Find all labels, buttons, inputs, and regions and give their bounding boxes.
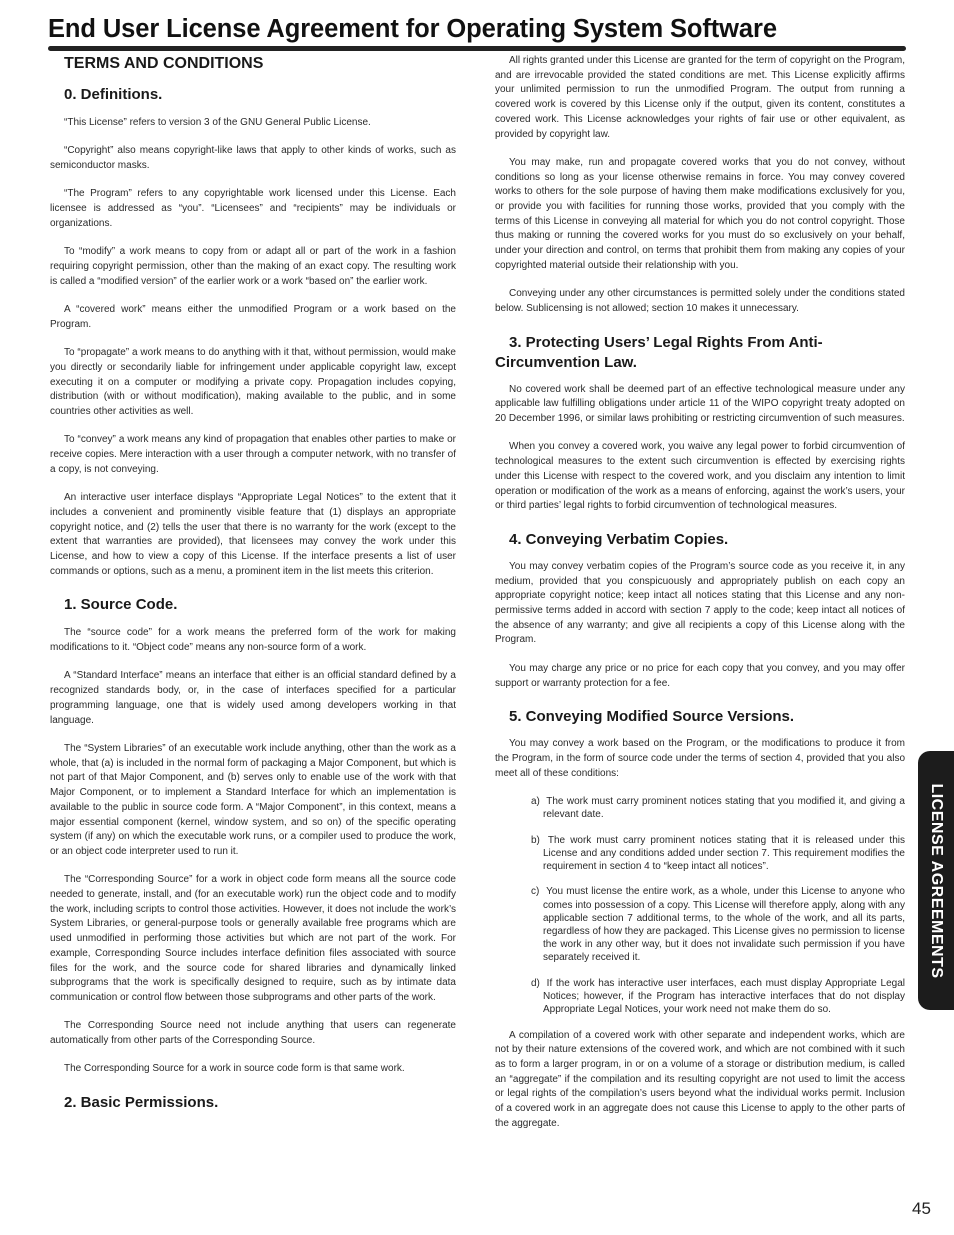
paragraph: An interactive user interface displays “Appropriate Legal Notices” to the extent that it includes a convenient and prominently visible feature that (1) displays an appropriate copyright notice, and (2) tells the user that there is no warranty for the work (except to the extent that warranties are provided), that licensees may convey the work under this License, and how to view a copy of this License. If the interface presents a list of user commands or options, such as a menu, a prominent item in the list meets this criterion. [50,492,456,577]
list-letter: d) [531,977,540,989]
paragraph: The “System Libraries” of an executable work include anything, other than the work as a whole, that (a) is included in the normal form of packaging a Major Component, but which is not part of that Major Component, and (b) serves only to enable use of the work with that Major Component, or to implement a Standard Interface for which an implementation is available to the public in source code form. A “Major Component”, in this context, means a major essential component (kernel, window system, and so on) of the specific operating system (if any) on which the executable work runs, or a compiler used to produce the work, or an object code interpreter used to run it. [50,742,456,857]
paragraph: “Copyright” also means copyright-like laws that apply to other kinds of works, such as semiconductor masks. [50,145,456,172]
side-tab-label: LICENSE AGREEMENTS [928,782,945,979]
side-tab [918,751,954,1010]
paragraph: Conveying under any other circumstances is permitted solely under the conditions stated below. Sublicensing is not allowed; section 10 makes it unnecessary. [495,288,905,314]
section-heading-definitions: 0. Definitions. [64,86,163,103]
list-item [495,977,905,1017]
paragraph: To “modify” a work means to copy from or adapt all or part of the work in a fashion requiring copyright permission, other than the making of an exact copy. The resulting work is called a “modified version” of the earlier work or a work “based on” the earlier work. [50,246,456,287]
paragraph: A compilation of a covered work with other separate and independent works, which are not by their nature extensions of the covered work, and which are not combined with it such as to form a larger program, in or on a volume of a storage or distribution medium, is called an “aggregate” if the compilation and its resulting copyright are not used to limit the access or legal rights of the compilation’s users beyond what the individual works permit. Inclusion of a covered work in an aggregate does not cause this License to apply to the other parts of the aggregate. [495,1029,905,1129]
left-column [50,54,456,1113]
paragraph: The Corresponding Source for a work in source code form is that same work. [64,1063,405,1075]
paragraph: No covered work shall be deemed part of an effective technological measure under any applicable law fulfilling obligations under article 11 of the WIPO copyright treaty adopted on 20 December 1996, or similar laws prohibiting or restricting circumvention of such measures. [495,383,905,425]
paragraph: A “Standard Interface” means an interface that either is an official standard defined by a recognized standards body, or, in the case of interfaces specified for a particular programming language, one that is widely used among developers working in that language. [50,670,456,726]
section-heading-verbatim-copies: 4. Conveying Verbatim Copies. [509,530,729,548]
paragraph: “The Program” refers to any copyrightable work licensed under this License. Each licensee is addressed as “you”. “Licensees” and “recipients” may be individuals or organizations. [50,188,456,229]
paragraph: “This License” refers to version 3 of the GNU General Public License. [64,117,371,128]
paragraph: To “convey” a work means any kind of propagation that enables other parties to make or receive copies. Mere interaction with a user through a computer network, with no transfer of a copy, is not conveying. [50,434,456,475]
terms-heading: TERMS AND CONDITIONS [64,55,264,72]
list-item-text: You must license the entire work, as a whole, under this License to anyone who comes into possession of a copy. This License will therefore apply, along with any applicable section 7 additional terms, to the whole of the work, and all its parts, regardless of how they are packaged. This License gives no permission to license the work in any other way, but it does not invalidate such permission if you have separately received it. [543,886,905,964]
page-title: End User License Agreement for Operating System Software [48,15,777,43]
list-letter: a) [531,796,540,808]
list-item-text: The work must carry prominent notices stating that you modified it, and giving a relevant date. [543,796,905,821]
list-letter: b) [531,834,540,846]
paragraph: The “Corresponding Source” for a work in object code form means all the source code needed to generate, install, and (for an executable work) run the object code and to modify the work, including scripts to control those activities. However, it does not include the work’s System Libraries, or general-purpose tools or generally available free programs which are used unmodified in performing those activities but which are not part of the work. For example, Corresponding Source includes interface definition files associated with source files for the work, and the source code for shared libraries and dynamically linked subprograms that the work is specifically designed to require, such as by intimate data communication or control flow between those subprograms and other parts of the work. [50,874,456,1003]
page-number: 45 [912,1199,931,1218]
paragraph: You may make, run and propagate covered works that you do not convey, without conditions so long as your license otherwise remains in force. You may convey covered works to others for the sole purpose of having them make modifications exclusively for you, or provide you with facilities for running those works, provided that you comply with the terms of this License in conveying all material for which you do not control copyright. Those thus making or running the covered works for you must do so exclusively on your behalf, under your direction and control, on terms that prohibit them from making any copies of your copyrighted material outside their relationship with you. [495,156,905,271]
paragraph: To “propagate” a work means to do anything with it that, without permission, would make you directly or secondarily liable for infringement under applicable copyright law, except executing it on a computer or modifying a private copy. Propagation includes copying, distribution (with or without modification), making available to the public, and in some countries other activities as well. [50,347,456,417]
section-heading-modified-source: 5. Conveying Modified Source Versions. [509,708,795,726]
list-item [495,795,905,821]
paragraph: The “source code” for a work means the preferred form of the work for making modifications to it. “Object code” means any non-source form of a work. [50,627,456,654]
list-item [495,885,905,964]
paragraph: The Corresponding Source need not include anything that users can regenerate automatically from other parts of the Corresponding Source. [50,1020,456,1047]
list-letter: c) [531,886,540,898]
paragraph: You may convey a work based on the Program, or the modifications to produce it from the Program, in the form of source code under the terms of section 4, provided that you also meet all of these conditions: [495,738,905,779]
paragraph: You may charge any price or no price for each copy that you convey, and you may offer support or warranty protection for a fee. [495,662,905,689]
section-heading-anti-circumvention: 3. Protecting Users’ Legal Rights From Anti-Circumvention Law. [495,333,823,371]
paragraph: When you convey a covered work, you waive any legal power to forbid circumvention of technological measures to the extent such circumvention is effected by exercising rights under this License with respect to the covered work, and you disclaim any intention to limit operation or modification of the work as a means of enforcing, against the work’s users, your or third parties’ legal rights to forbid circumvention of technological measures. [495,441,905,512]
paragraph: All rights granted under this License are granted for the term of copyright on the Program, and are irrevocable provided the stated conditions are met. This License explicitly affirms your unlimited permission to run the unmodified Program. The output from running a covered work is covered by this License only if the output, given its content, constitutes a covered work. This License acknowledges your rights of fair use or other equivalent, as provided by copyright law. [495,55,905,140]
list-item-text: The work must carry prominent notices stating that it is released under this License and any conditions added under section 7. This requirement modifies the requirement in section 4 to “keep intact all notices”. [543,834,905,873]
section-heading-source-code: 1. Source Code. [64,596,178,614]
paragraph: You may convey verbatim copies of the Program’s source code as you receive it, in any medium, provided that you conspicuously and appropriately publish on each copy an appropriate copyright notice; keep intact all notices stating that this License and any non-permissive terms added in accord with section 7 apply to the code; keep intact all notices of the absence of any warranty; and give all recipients a copy of this License along with the Program. [495,560,905,646]
list-item [495,834,905,874]
list-item-text: If the work has interactive user interfaces, each must display Appropriate Legal Notices; however, if the Program has interactive interfaces that do not display Appropriate Legal Notices, your work need not make them do so. [543,977,905,1016]
section-heading-basic-permissions: 2. Basic Permissions. [64,1094,219,1112]
right-column [495,54,905,1145]
paragraph: A “covered work” means either the unmodified Program or a work based on the Program. [50,304,456,330]
title-underline-rule [48,46,906,51]
